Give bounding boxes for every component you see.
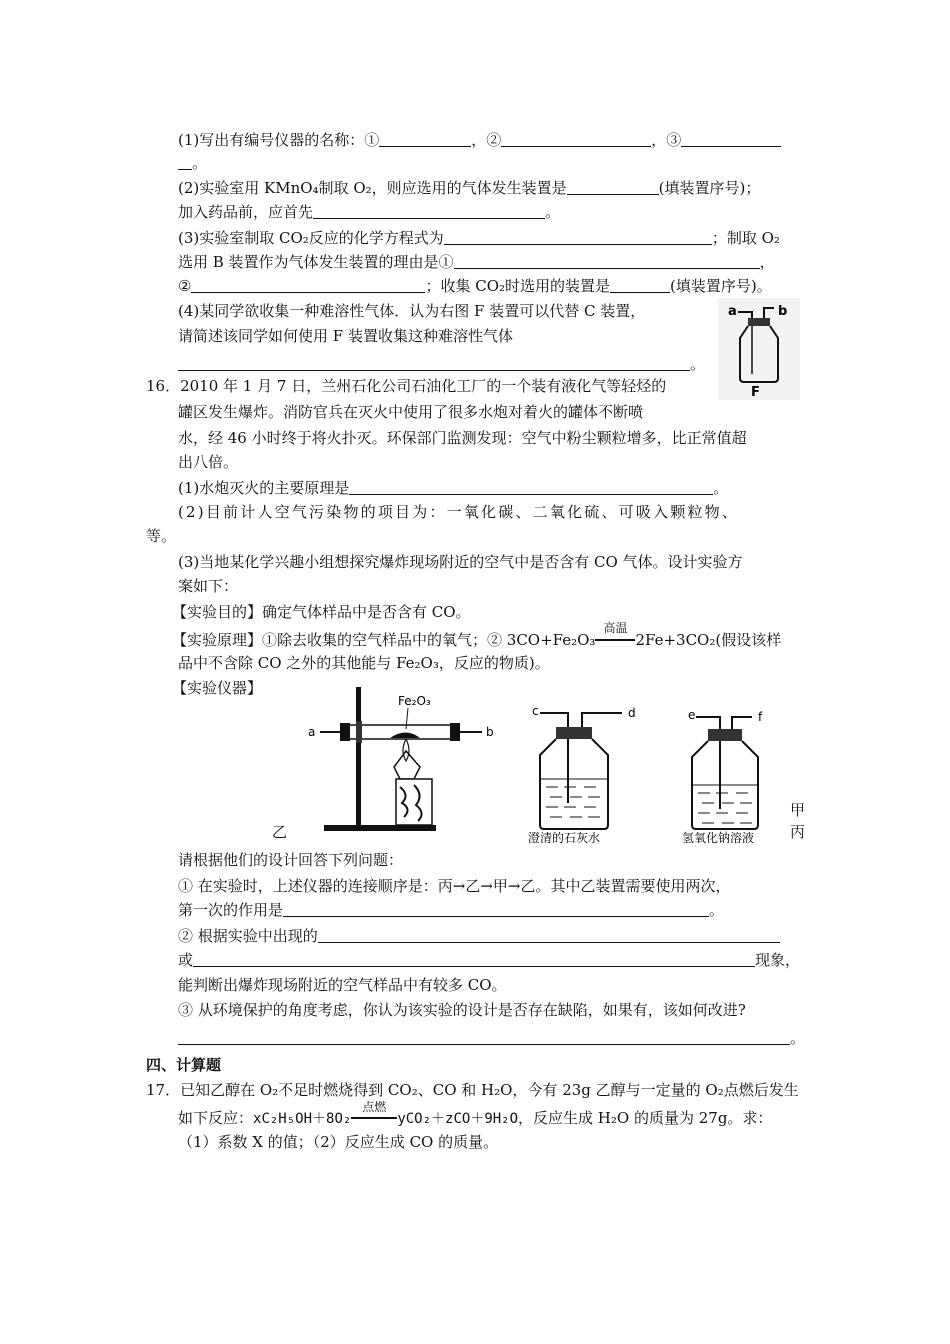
blank: [178, 1030, 790, 1045]
q16-sub2-end: 等。: [146, 527, 177, 545]
label-a: a: [728, 304, 737, 319]
label-e: e: [688, 708, 696, 722]
q17-line1: 17．已知乙醇在 O₂不足时燃烧得到 CO₂、CO 和 H₂O，今有 23g 乙醇与一定量的 O₂点燃后发生: [146, 1081, 799, 1099]
blank: [444, 230, 712, 245]
label-jia: 甲: [790, 801, 806, 819]
q16-question3: ③ 从环境保护的角度考虑，你认为该实验的设计是否存在缺陷，如果有，该如何改进?: [178, 1001, 746, 1019]
naoh-label: 氢氧化钠溶液: [682, 831, 755, 845]
q16-question3b: 。: [178, 1028, 805, 1048]
apparatus-figure: [300, 683, 780, 845]
blank: [178, 356, 690, 371]
naoh-bottle: [688, 708, 763, 829]
q17-line3: （1）系数 X 的值；（2）反应生成 CO 的质量。: [178, 1133, 499, 1151]
q16-sub3b: 案如下：: [178, 577, 239, 595]
q16-line2: 罐区发生爆炸。消防官兵在灭火中使用了很多水炮对着火的罐体不断喷: [178, 403, 644, 421]
high-temp-condition: 高温: [595, 630, 635, 650]
figure-f-gas-bottle: [718, 298, 800, 400]
q16-question2b: 或 现象，: [178, 951, 801, 969]
q15-part2: (2)实验室用 KMnO₄制取 O₂，则应选用的气体发生装置是 (填装置序号)；: [178, 179, 761, 197]
blank: [313, 204, 545, 219]
blank: [454, 254, 760, 269]
q16-line3: 水，经 46 小时终于将火扑灭。环保部门监测发现：空气中粉尘颗粒增多，比正常值超: [178, 429, 747, 447]
label-b: b: [778, 304, 788, 319]
q16-sub1: (1)水炮灭火的主要原理是 。: [178, 479, 729, 497]
fe2o3-label: Fe₂O₃: [398, 694, 431, 708]
experiment-purpose: 【实验目的】确定气体样品中是否含有 CO。: [172, 603, 471, 621]
q16-line1: 16．2010 年 1 月 7 日，兰州石化公司石油化工厂的一个装有液化气等轻烃的: [146, 377, 667, 395]
label-c: c: [532, 704, 539, 718]
q16-line4: 出八倍。: [178, 453, 239, 471]
label-yi: 乙: [272, 823, 288, 841]
q15-part4: (4)某同学欲收集一种难溶性气体．认为右图 F 装置可以代替 C 装置，: [178, 302, 646, 320]
blank: [191, 278, 425, 293]
q15-part2b: 加入药品前，应首先 。: [178, 203, 561, 221]
label-d: d: [628, 706, 636, 720]
blank: [567, 180, 659, 195]
blank: [501, 132, 651, 147]
q16-question1b: 第一次的作用是 。: [178, 901, 725, 919]
experiment-apparatus: 【实验仪器】: [172, 679, 263, 697]
blank: [379, 132, 471, 147]
label-f: F: [751, 385, 760, 400]
blank: [193, 952, 755, 967]
limewater-bottle: [532, 704, 636, 829]
q16-question2c: 能判断出爆炸现场附近的空气样品中有较多 CO。: [178, 976, 507, 994]
experiment-principle: 【实验原理】①除去收集的空气样品中的氧气；② 3CO+Fe₂O₃ 高温 2Fe+3CO₂(假设该样: [172, 621, 782, 649]
blank: [610, 278, 670, 293]
label-a: a: [308, 725, 316, 739]
blank: [318, 928, 780, 943]
blank: [681, 132, 781, 147]
reaction-tube: [320, 721, 482, 743]
q15-part3: (3)实验室制取 CO₂反应的化学方程式为 ；制取 O₂: [178, 229, 780, 247]
q15-part4c: 。: [178, 354, 705, 374]
section-title: 四、计算题: [146, 1056, 222, 1074]
q17-line2: 如下反应：xC₂H₅OH＋8O₂ 点燃 yCO₂＋zCO＋9H₂O，反应生成 H₂O 的质量为 27g。求：: [178, 1100, 773, 1127]
q15-part4b: 请简述该同学如何使用 F 装置收集这种难溶性气体: [178, 327, 513, 345]
q15-part3c: ② ；收集 CO₂时选用的装置是 (填装置序号)。: [178, 277, 772, 295]
q16-question2: ② 根据实验中出现的: [178, 926, 780, 946]
q15-part3b: 选用 B 装置作为气体发生装置的理由是① ，: [178, 253, 775, 271]
blank: [349, 480, 713, 495]
questions-intro: 请根据他们的设计回答下列问题：: [178, 851, 404, 869]
label-bing: 丙: [790, 823, 806, 841]
blank: [283, 902, 709, 917]
q15-part1: (1)写出有编号仪器的名称：① ，② ，③: [178, 130, 781, 150]
q16-question1: ① 在实验时，上述仪器的连接顺序是：丙→乙→甲→乙。其中乙装置需要使用两次，: [178, 877, 731, 895]
label-f: f: [758, 710, 763, 724]
blank: [178, 155, 192, 170]
combustion-equation: xC₂H₅OH＋8O₂ 点燃 yCO₂＋zCO＋9H₂O: [253, 1100, 519, 1127]
q16-sub3: (3)当地某化学兴趣小组想探究爆炸现场附近的空气中是否含有 CO 气体。设计实验方: [178, 553, 743, 571]
label-b: b: [486, 725, 494, 739]
q15-part1-end: 。: [178, 153, 207, 173]
experiment-principle-cont: 品中不含除 CO 之外的其他能与 Fe₂O₃，反应的物质)。: [178, 654, 550, 672]
ignite-condition: 点燃: [351, 1109, 397, 1129]
q16-sub2: (2)目前计人空气污染物的项目为：一氧化碳、二氧化硫、可吸入颗粒物、: [178, 503, 740, 521]
alcohol-burner: [394, 739, 432, 825]
limewater-label: 澄清的石灰水: [528, 831, 601, 845]
